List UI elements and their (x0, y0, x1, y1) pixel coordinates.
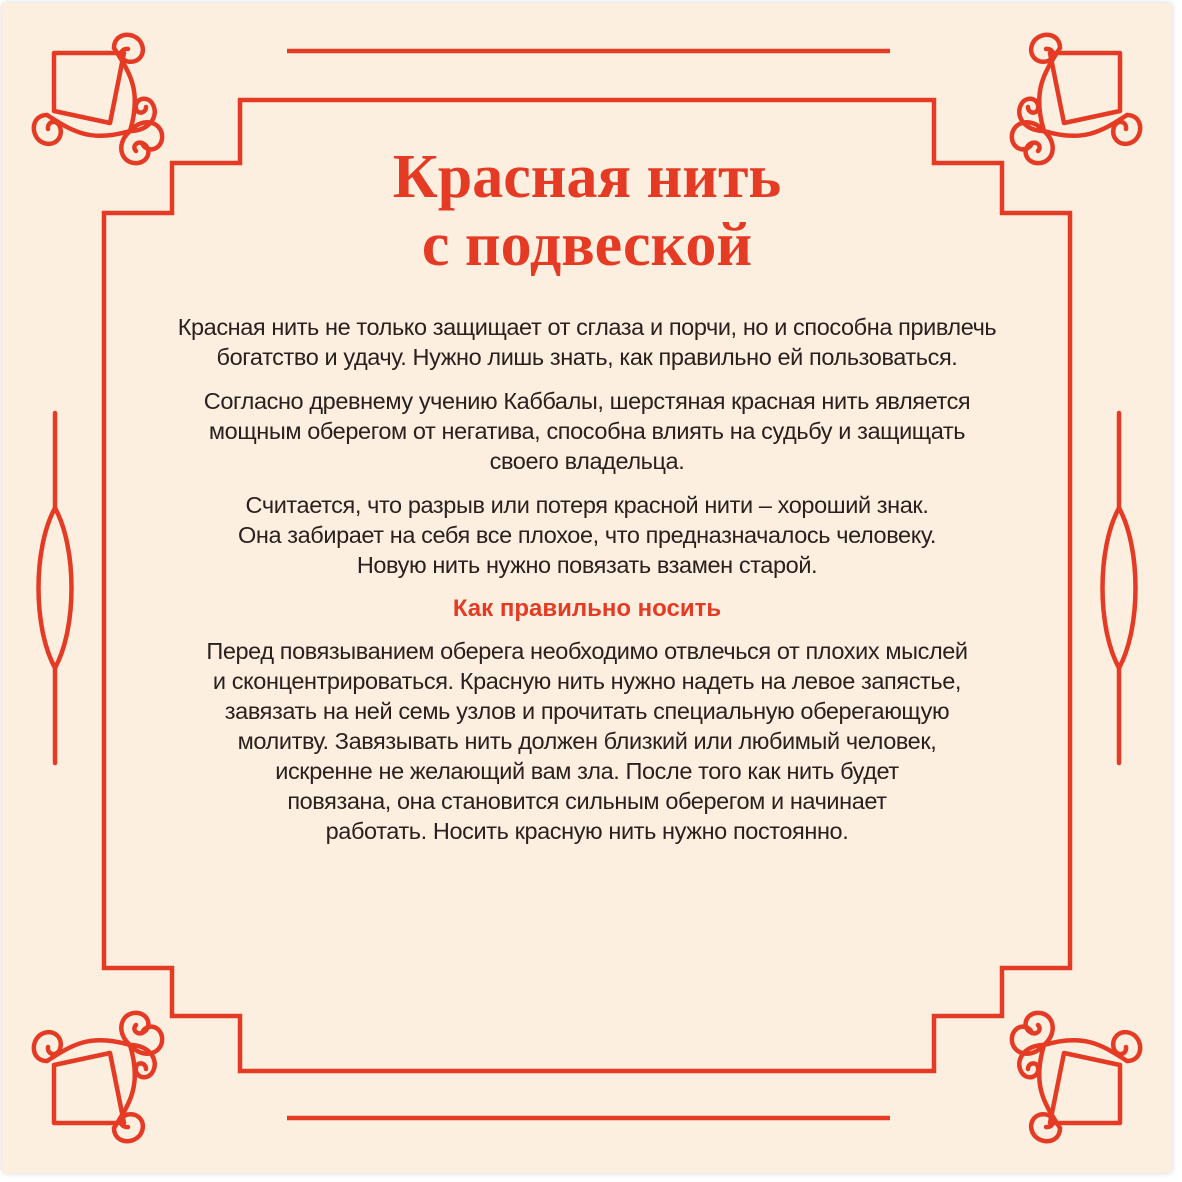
title-line-2: с подвеской (421, 211, 753, 279)
text-line: молитву. Завязывать нить должен близкий или любимый человек, (237, 728, 937, 754)
text-line: своего владельца. (489, 448, 685, 474)
text-line: завязать на ней семь узлов и прочитать специальную оберегающую (224, 698, 950, 724)
text-line: Она забирает на себя все плохое, что предназначалось человеку. (237, 522, 936, 548)
page-title (122, 143, 1052, 279)
section-heading: Как правильно носить (452, 595, 722, 622)
text-line: Согласно древнему учению Каббалы, шерстяная красная нить является (203, 388, 971, 414)
paragraph-instructions (122, 636, 1052, 846)
corner-ornament-icon (34, 1013, 162, 1141)
title-line-1: Красная нить (392, 143, 782, 211)
paragraph-sign (122, 490, 1052, 580)
text-line: мощным оберегом от негатива, способна влиять на судьбу и защищать (208, 418, 966, 444)
text-line: и сконцентрироваться. Красную нить нужно надеть на левое запястье, (212, 668, 962, 694)
text-line: Красная нить не только защищает от сглаза и порчи, но и способна привлечь (177, 314, 997, 340)
info-card (2, 3, 1172, 1173)
text-line: богатство и удачу. Нужно лишь знать, как правильно ей пользоваться. (216, 344, 958, 370)
text-line: Перед повязыванием оберега необходимо отвлечься от плохих мыслей (206, 638, 968, 664)
paragraph-intro (122, 312, 1052, 372)
text-line: Считается, что разрыв или потеря красной нити – хороший знак. (245, 492, 929, 518)
content-block (122, 143, 1052, 860)
text-line: искренне не желающий вам зла. После того как нить будет (275, 758, 899, 784)
side-ornament-icon (39, 413, 72, 763)
side-ornament-icon (1103, 413, 1136, 763)
corner-ornament-icon (1012, 1013, 1140, 1141)
text-line: работать. Носить красную нить нужно постоянно. (325, 818, 849, 844)
paragraph-kabbalah (122, 386, 1052, 476)
text-line: Новую нить нужно повязать взамен старой. (356, 552, 818, 578)
text-line: повязана, она становится сильным оберегом и начинает (287, 788, 887, 814)
